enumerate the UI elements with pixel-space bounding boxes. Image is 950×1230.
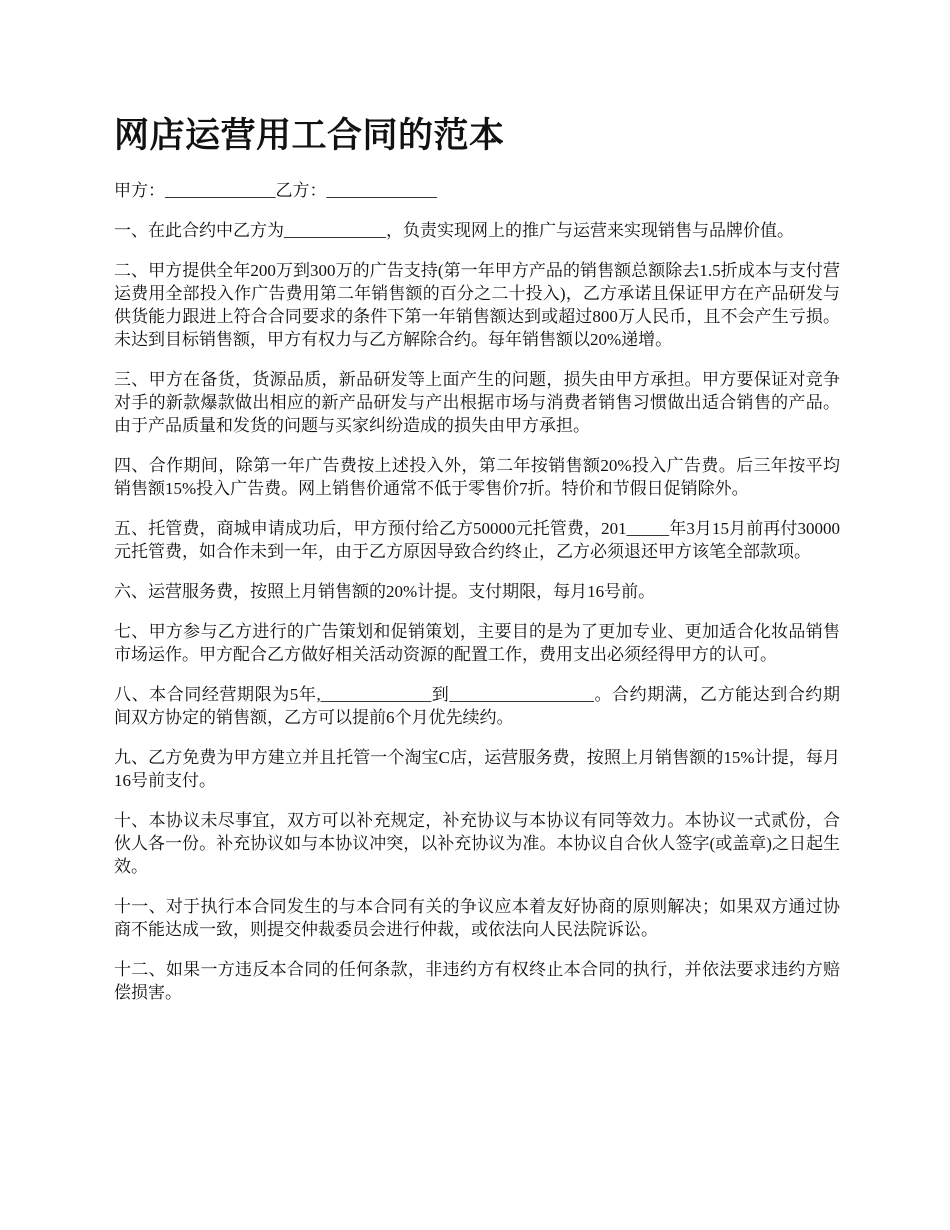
clause-2: 二、甲方提供全年200万到300万的广告支持(第一年甲方产品的销售额总额除去1.5折成本与支付营运费用全部投入作广告费用第二年销售额的百分之二十投入)，乙方承诺且保证甲方在产品研发与供货能力跟进上符合合同要求的条件下第一年销售额达到或超过800万人民币，且不会产生亏损。未达到目标销售额，甲方有权力与乙方解除合约。每年销售额以20%递增。 — [114, 261, 840, 349]
document-body — [114, 112, 840, 1021]
clause-1: 一、在此合约中乙方为____________，负责实现网上的推广与运营来实现销售与品牌价值。 — [114, 221, 794, 240]
clause-4: 四、合作期间，除第一年广告费按上述投入外，第二年按销售额20%投入广告费。后三年按平均销售额15%投入广告费。网上销售价通常不低于零售价7折。特价和节假日促销除外。 — [114, 456, 840, 498]
parties-line: 甲方：_____________乙方：_____________ — [114, 181, 437, 200]
document-title: 网店运营用工合同的范本 — [114, 116, 505, 155]
clause-12: 十二、如果一方违反本合同的任何条款，非违约方有权终止本合同的执行，并依法要求违约方赔偿损害。 — [114, 960, 840, 1002]
clause-7: 七、甲方参与乙方进行的广告策划和促销策划，主要目的是为了更加专业、更加适合化妆品销售市场运作。甲方配合乙方做好相关活动资源的配置工作，费用支出必须经得甲方的认可。 — [114, 622, 840, 664]
clause-6: 六、运营服务费，按照上月销售额的20%计提。支付期限，每月16号前。 — [114, 582, 656, 601]
clause-3: 三、甲方在备货，货源品质，新品研发等上面产生的问题，损失由甲方承担。甲方要保证对竞争对手的新款爆款做出相应的新产品研发与产出根据市场与消费者销售习惯做出适合销售的产品。由于产品质量和发货的问题与买家纠纷造成的损失由甲方承担。 — [114, 370, 840, 435]
clause-8: 八、本合同经营期限为5年,_____________到_________________。合约期满，乙方能达到合约期间双方协定的销售额，乙方可以提前6个月优先续约。 — [114, 685, 840, 727]
clause-5: 五、托管费，商城申请成功后，甲方预付给乙方50000元托管费，201_____年3月15月前再付30000元托管费，如合作未到一年，由于乙方原因导致合约终止，乙方必须退还甲方该笔全部款项。 — [114, 519, 840, 561]
clause-10: 十、本协议未尽事宜，双方可以补充规定，补充协议与本协议有同等效力。本协议一式贰份，合伙人各一份。补充协议如与本协议冲突，以补充协议为准。本协议自合伙人签字(或盖章)之日起生效。 — [114, 811, 840, 876]
clause-11: 十一、对于执行本合同发生的与本合同有关的争议应本着友好协商的原则解决；如果双方通过协商不能达成一致，则提交仲裁委员会进行仲裁，或依法向人民法院诉讼。 — [114, 897, 840, 939]
clause-9: 九、乙方免费为甲方建立并且托管一个淘宝C店，运营服务费，按照上月销售额的15%计提，每月16号前支付。 — [114, 748, 840, 790]
